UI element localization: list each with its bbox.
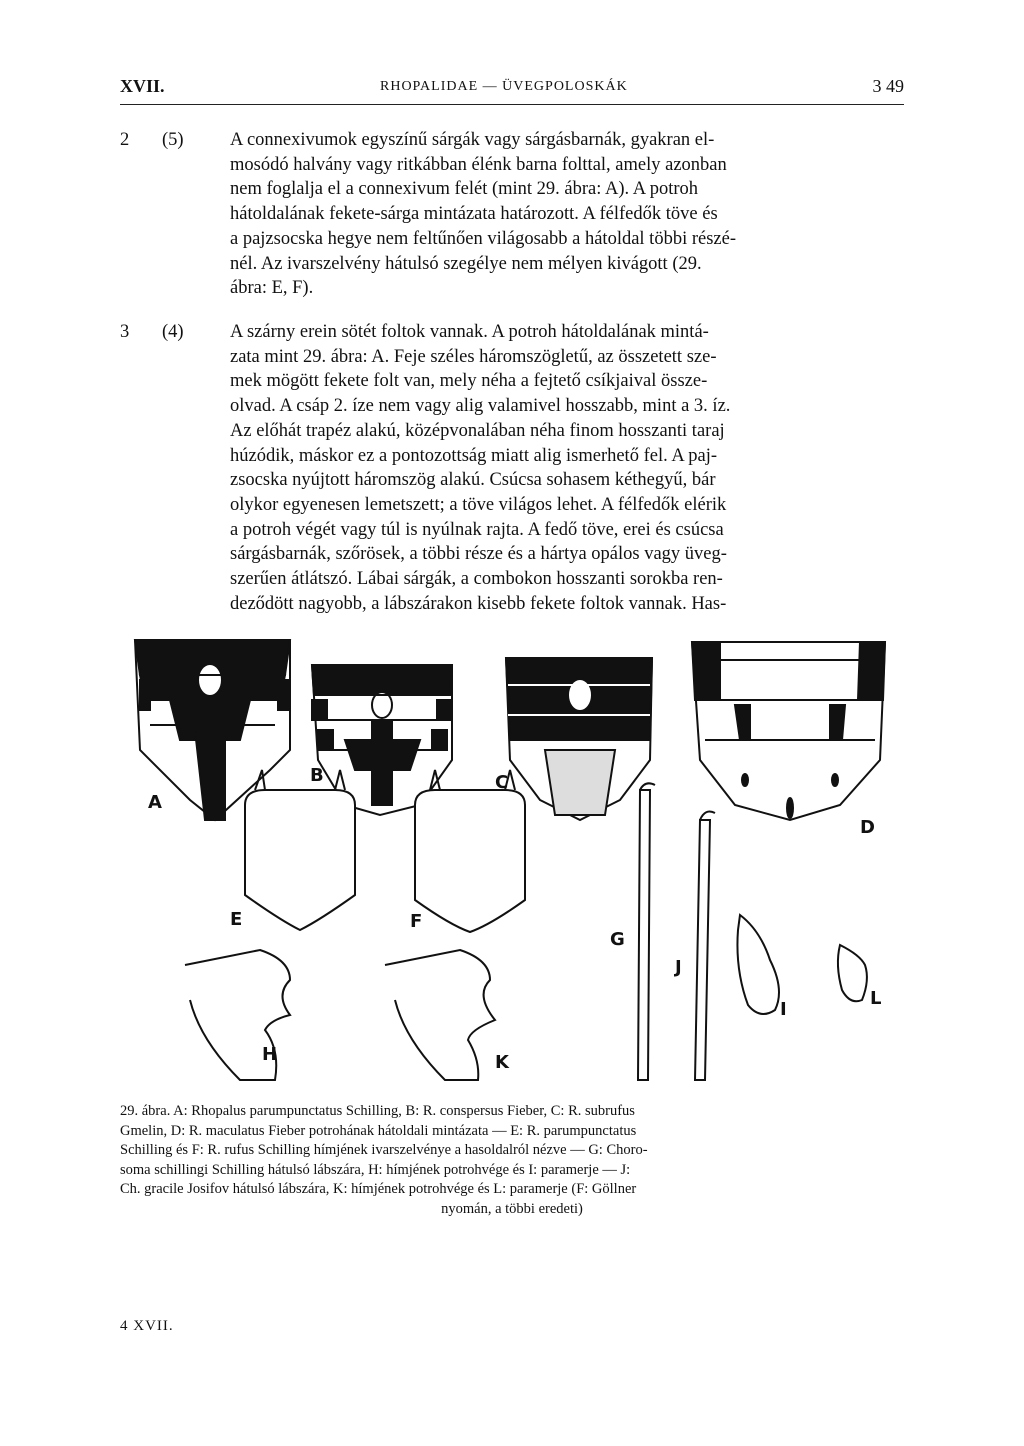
paramere-l <box>838 945 867 1001</box>
text-line: húzódik, máskor ez a pontozottság miatt alig ismerhető fel. A paj- <box>230 445 718 466</box>
label-f: F <box>410 911 423 932</box>
caption-line: nyomán, a többi eredeti) <box>441 1200 583 1217</box>
caption-line: Schilling és F: R. rufus Schilling hímjének ivarszelvénye a hasoldalról nézve — G: Choro- <box>120 1142 648 1158</box>
abdomen-d <box>692 642 885 820</box>
label-i: I <box>780 999 787 1020</box>
text-line: olykor egyenesen lemetszett; a töve világos lehet. A félfedők elérik <box>230 494 727 515</box>
text-line: a potroh végét vagy túl is nyúlnak rajta. A fedő töve, erei és csúcsa <box>230 519 724 540</box>
label-j: J <box>675 957 682 978</box>
text-line: zsocska nyújtott háromszög alakú. Csúcsa sohasem kéthegyű, bár <box>230 470 716 491</box>
key-couplet-2 <box>120 128 904 301</box>
couplet-ref: (4) <box>162 322 184 342</box>
caption-line: Gmelin, D: R. maculatus Fieber potrohának hátoldali mintázata — E: R. parumpunctatus <box>120 1122 637 1139</box>
hind-tibia-j <box>695 820 710 1080</box>
text-line: nem foglalja el a connexivum felét (mint 29. ábra: A). A potroh <box>230 179 699 200</box>
label-c: C <box>495 772 509 793</box>
abdomen-tip-k <box>385 950 495 1080</box>
label-l: L <box>870 988 882 1009</box>
text-line: nél. Az ivarszelvény hátulsó szegélye nem mélyen kivágott (29. <box>230 253 702 274</box>
couplet-text <box>230 320 904 616</box>
header-rule <box>120 104 904 105</box>
figure-caption <box>120 1102 904 1219</box>
label-h: H <box>262 1044 278 1065</box>
couplet-number: 2 <box>120 130 130 150</box>
text-line: zata mint 29. ábra: A. Feje széles háromszögletű, az összetett sze- <box>230 346 717 367</box>
text-line: szerűen átlátszó. Lábai sárgák, a combokon hosszanti sorokba ren- <box>230 569 723 590</box>
page-number: 3 49 <box>872 76 904 96</box>
caption-line: soma schillingi Schilling hátulsó lábszára, H: hímjének potrohvége és I: paramerje — J: <box>120 1161 631 1178</box>
text-line: deződött nagyobb, a lábszárakon kisebb fekete foltok vannak. Has- <box>230 593 727 614</box>
text-line: Az előhát trapéz alakú, középvonalában néha finom hosszanti taraj <box>230 420 725 441</box>
couplet-ref: (5) <box>162 130 184 150</box>
figure-29 <box>0 620 1024 1085</box>
key-couplet-3 <box>120 320 904 616</box>
chapter-number: XVII. <box>120 76 165 96</box>
label-b: B <box>310 765 324 786</box>
printer-signature: 4 XVII. <box>120 1318 174 1334</box>
tibia-joint <box>700 812 715 820</box>
hind-tibia-g <box>638 790 650 1080</box>
text-line: ábra: E, F). <box>230 278 314 299</box>
text-line: a pajzsocska hegye nem feltűnően világosabb a hátoldal többi részé- <box>230 228 736 249</box>
caption-line: Ch. gracile Josifov hátulsó lábszára, K: hímjének potrohvége és L: paramerje (F: Göllner <box>120 1181 637 1197</box>
text-line: mosódó halvány vagy ritkábban élénk barna folttal, amely azonban <box>230 154 727 175</box>
label-g: G <box>610 929 625 950</box>
text-line: olvad. A csáp 2. íze nem vagy alig valamivel hosszabb, mint a 3. íz. <box>230 396 731 417</box>
text-line: A connexivumok egyszínű sárgák vagy sárgásbarnák, gyakran el- <box>230 130 715 150</box>
couplet-text <box>230 128 904 301</box>
text-line: mek mögött fekete folt van, mely néha a fejtető csíkjaival össze- <box>230 371 708 392</box>
paramere-i <box>737 915 779 1014</box>
text-line: hátoldalának fekete-sárga mintázata határozott. A félfedők töve és <box>230 204 718 225</box>
text-line: sárgásbarnák, szőrösek, a többi része és a hártya opálos vagy üveg- <box>230 544 727 565</box>
label-a: A <box>148 792 162 813</box>
couplet-number: 3 <box>120 322 130 342</box>
genital-segment-f <box>415 790 525 932</box>
running-title: RHOPALIDAE — ÜVEGPOLOSKÁK <box>380 79 628 94</box>
page-header <box>120 76 904 106</box>
genital-segment-e <box>245 790 355 930</box>
label-e: E <box>230 909 243 930</box>
abdomen-c <box>506 658 652 820</box>
text-line: A szárny erein sötét foltok vannak. A potroh hátoldalának mintá- <box>230 322 709 342</box>
label-d: D <box>860 817 875 838</box>
label-k: K <box>495 1052 509 1073</box>
caption-line: 29. ábra. A: Rhopalus parumpunctatus Schilling, B: R. conspersus Fieber, C: R. subrufus <box>120 1103 635 1119</box>
